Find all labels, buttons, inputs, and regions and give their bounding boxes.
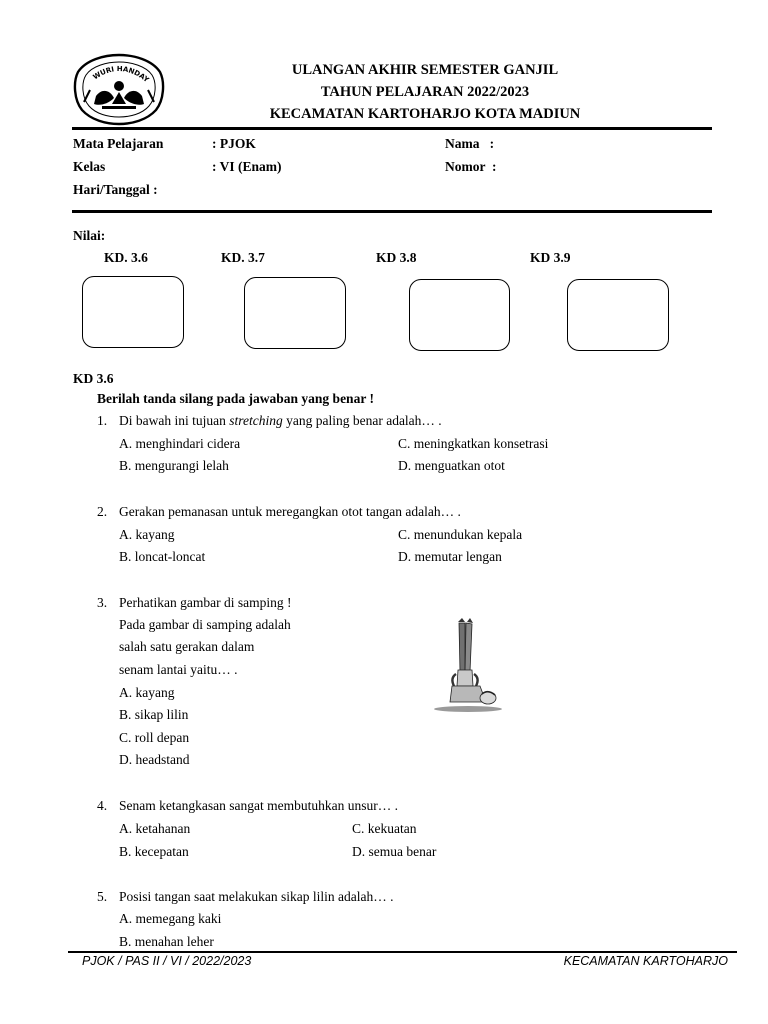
question-3-line-4: senam lantai yaitu… . xyxy=(119,662,238,677)
candle-pose-illustration xyxy=(430,616,505,716)
question-2-number: 2. xyxy=(97,504,108,519)
question-3-line-3: salah satu gerakan dalam xyxy=(119,639,255,654)
question-3-option-a[interactable]: A. kayang xyxy=(119,685,175,700)
kd-3-7-label: KD. 3.7 xyxy=(221,250,265,265)
question-3-option-b[interactable]: B. sikap lilin xyxy=(119,707,189,722)
question-1-text xyxy=(119,413,442,429)
header-district: KECAMATAN KARTOHARJO KOTA MADIUN xyxy=(269,106,581,122)
score-box-kd-3-9[interactable] xyxy=(567,279,669,351)
logo-emblem-icon xyxy=(72,52,166,126)
question-2-text: Gerakan pemanasan untuk meregangkan otot tangan adalah… . xyxy=(119,504,461,519)
question-3-option-c[interactable]: C. roll depan xyxy=(119,730,190,745)
header-title: ULANGAN AKHIR SEMESTER GANJIL xyxy=(291,62,559,78)
question-4-option-d[interactable]: D. semua benar xyxy=(352,844,437,859)
tut-wuri-handayani-logo xyxy=(72,52,166,126)
score-box-kd-3-6[interactable] xyxy=(82,276,184,348)
mapel-value: : PJOK xyxy=(212,136,256,151)
question-5-text: Posisi tangan saat melakukan sikap lilin adalah… . xyxy=(119,889,394,904)
info-divider xyxy=(72,210,712,213)
question-2-option-c[interactable]: C. menundukan kepala xyxy=(398,527,523,542)
question-1-text-part1: Di bawah ini tujuan xyxy=(119,413,230,428)
question-1-text-part2: yang paling benar adalah… . xyxy=(282,413,442,428)
question-1-option-b[interactable]: B. mengurangi lelah xyxy=(119,458,229,473)
question-4-text: Senam ketangkasan sangat membutuhkan unsur… . xyxy=(119,798,398,813)
header-year: TAHUN PELAJARAN 2022/2023 xyxy=(320,84,530,100)
question-2-option-a[interactable]: A. kayang xyxy=(119,527,175,542)
question-3-number: 3. xyxy=(97,595,108,610)
score-box-kd-3-7[interactable] xyxy=(244,277,346,349)
question-4-number: 4. xyxy=(97,798,108,813)
kd-3-6-label: KD. 3.6 xyxy=(104,250,148,265)
mapel-label: Mata Pelajaran xyxy=(73,136,164,151)
question-1-number: 1. xyxy=(97,413,108,428)
question-5-option-a[interactable]: A. memegang kaki xyxy=(119,911,222,926)
section-title: KD 3.6 xyxy=(73,371,114,386)
score-box-kd-3-8[interactable] xyxy=(409,279,510,351)
header-divider xyxy=(72,127,712,130)
question-1-option-c[interactable]: C. meningkatkan konsetrasi xyxy=(398,436,549,451)
question-1-option-d[interactable]: D. menguatkan otot xyxy=(398,458,505,473)
nomor-label: Nomor : xyxy=(445,159,497,174)
question-5-option-b[interactable]: B. menahan leher xyxy=(119,934,214,949)
footer-right: KECAMATAN KARTOHARJO xyxy=(563,954,728,968)
question-4-option-c[interactable]: C. kekuatan xyxy=(352,821,417,836)
question-1-text-italic: stretching xyxy=(229,413,283,428)
nilai-label: Nilai: xyxy=(73,228,106,243)
logo-motto-text: WURI HANDAY xyxy=(91,64,150,84)
instruction-text: Berilah tanda silang pada jawaban yang benar ! xyxy=(97,391,374,406)
nama-label: Nama : xyxy=(445,136,495,151)
question-4-option-b[interactable]: B. kecepatan xyxy=(119,844,189,859)
footer-divider xyxy=(68,951,737,953)
question-2-option-d[interactable]: D. memutar lengan xyxy=(398,549,502,564)
kelas-label: Kelas xyxy=(73,159,106,174)
question-1-option-a[interactable]: A. menghindari cidera xyxy=(119,436,241,451)
footer-left: PJOK / PAS II / VI / 2022/2023 xyxy=(82,954,252,968)
candle-pose-figure-icon xyxy=(430,616,505,716)
question-3-option-d[interactable]: D. headstand xyxy=(119,752,190,767)
question-5-number: 5. xyxy=(97,889,108,904)
hari-tanggal-label: Hari/Tanggal : xyxy=(73,182,158,197)
question-3-line-2: Pada gambar di samping adalah xyxy=(119,617,291,632)
kd-3-8-label: KD 3.8 xyxy=(376,250,417,265)
question-2-option-b[interactable]: B. loncat-loncat xyxy=(119,549,206,564)
question-3-line-1: Perhatikan gambar di samping ! xyxy=(119,595,292,610)
kd-3-9-label: KD 3.9 xyxy=(530,250,571,265)
question-4-option-a[interactable]: A. ketahanan xyxy=(119,821,191,836)
kelas-value: : VI (Enam) xyxy=(212,159,282,174)
